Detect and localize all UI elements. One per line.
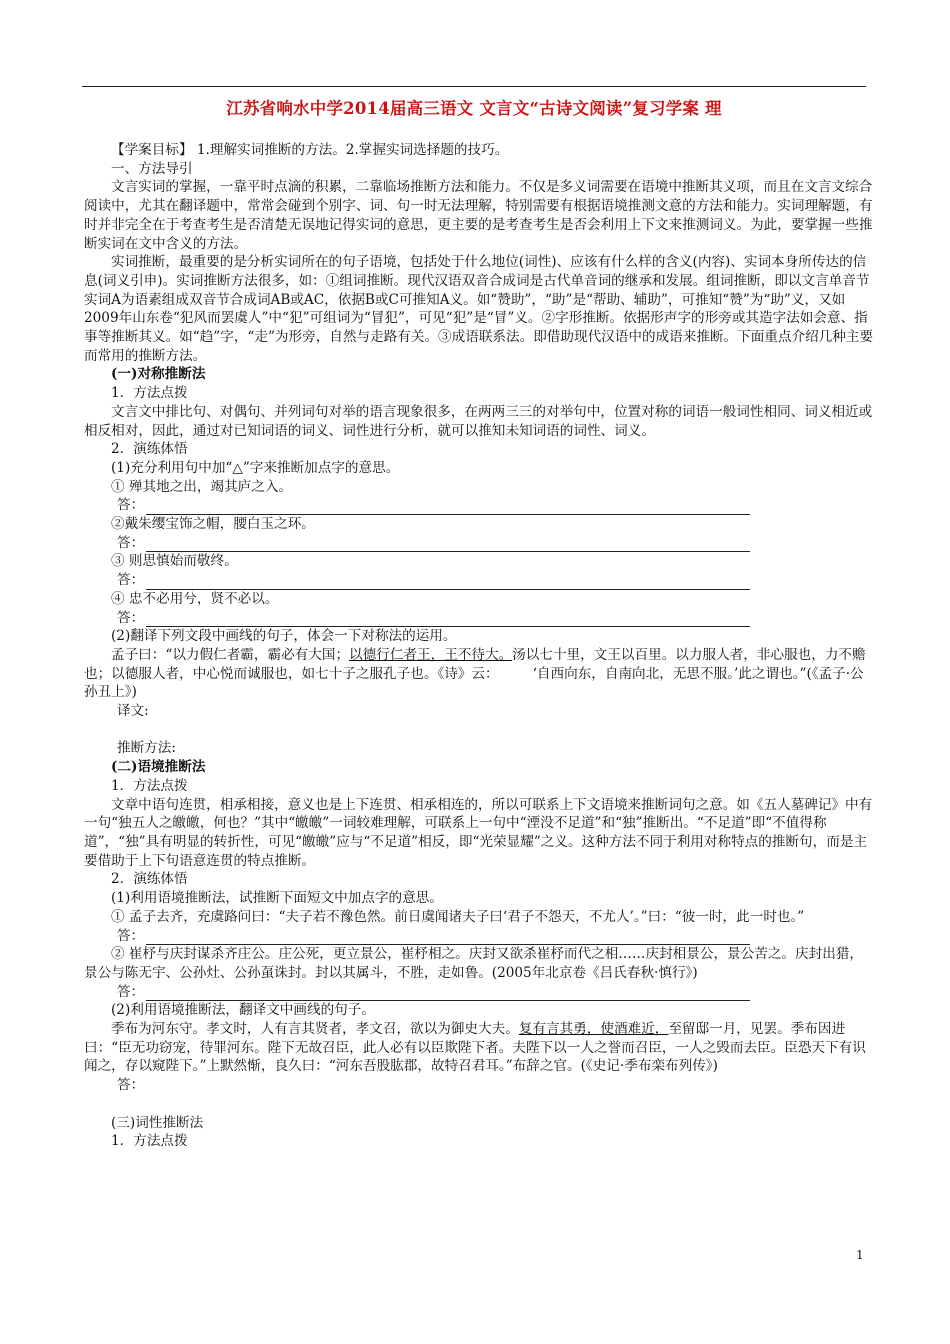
section-1-sub-1: 1．方法点拨	[111, 385, 188, 402]
section-2-heading: (二)语境推断法	[111, 759, 206, 776]
section-3-sub-1: 1．方法点拨	[111, 1133, 188, 1150]
section-1-heading: (一)对称推断法	[111, 366, 206, 383]
answer-line-2	[84, 534, 874, 553]
answer-label: 答：	[117, 609, 145, 626]
answer-blank[interactable]	[146, 537, 750, 552]
answer-line-5	[84, 927, 874, 946]
answer-line-1	[84, 496, 874, 515]
section-2-example-1: ① 孟子去齐，充虞路问曰：“夫子若不豫色然。前日虞闻诸夫子曰‘君子不怨天，不尤人’。”曰：“彼一时，此一时也。”	[111, 908, 805, 925]
goal-line	[84, 141, 874, 160]
page-title: 江苏省响水中学2014届高三语文 文言文“古诗文阅读”复习学案 理	[226, 99, 722, 118]
answer-line-4	[84, 609, 874, 628]
section-1-example-2: ②戴朱缨宝饰之帽，腰白玉之环。	[111, 516, 315, 533]
answer-blank[interactable]	[146, 986, 750, 1001]
answer-line-6	[84, 983, 874, 1002]
intro-paragraph-1: 文言实词的掌握，一靠平时点滴的积累，二靠临场推断方法和能力。不仅是多义词需要在语境中推断其义项，而且在文言文综合阅读中，尤其在翻译题中，常常会碰到个别字、词、句一时无法理解，特别需要有根据语境推测文意的方法和能力。实词理解题，有时并非完全在于考查考生是否清楚无误地记得实词的意思，更主要的是考查考生是否会利用上下文来推测词义。为此，要掌握一些推断实词在文中含义的方法。	[84, 179, 873, 252]
section-2-passage	[84, 1020, 874, 1076]
section-2-answer-label: 答：	[117, 1077, 145, 1094]
section-3-heading: (三)词性推断法	[111, 1114, 204, 1131]
section-1-example-1: ① 殚其地之出，竭其庐之入。	[111, 478, 293, 495]
intro-heading: 一、方法导引	[111, 160, 193, 177]
section-1-sub-2: 2．演练体悟	[111, 441, 188, 458]
passage-text: 季布为河东守。孝文时，人有言其贤者，孝文召，欲以为御史大夫。	[111, 1021, 519, 1038]
method-label: 推断方法:	[117, 740, 176, 757]
underlined-sentence: 以德行仁者王，王不待大。	[349, 646, 513, 663]
underlined-sentence: 复有言其勇，使酒难近，	[518, 1021, 669, 1038]
answer-label: 答：	[117, 983, 145, 1000]
goal-label: 【学案目标】	[111, 142, 193, 158]
goal-text: 1.理解实词推断的方法。2.掌握实词选择题的技巧。	[192, 142, 509, 158]
answer-line-3	[84, 571, 874, 590]
section-1-passage	[84, 646, 874, 702]
section-2-task-1: (1)利用语境推断法，试推断下面短文中加点字的意思。	[111, 890, 443, 907]
section-1-example-4: ④ 忠不必用兮，贤不必以。	[111, 590, 279, 607]
answer-label: 答：	[117, 927, 145, 944]
header-rule	[82, 86, 866, 87]
section-1-task-1: (1)充分利用句中加“△”字来推断加点字的意思。	[111, 459, 400, 476]
section-1-paragraph: 文言文中排比句、对偶句、并列词句对举的语言现象很多，在两两三三的对举句中，位置对称的词语一般词性相同、词义相近或相反相对，因此，通过对已知词语的词义、词性进行分析，就可以推知未知词语的词性、词义。	[84, 403, 873, 439]
answer-blank[interactable]	[146, 575, 750, 590]
section-1-task-2: (2)翻译下列文段中画线的句子，体会一下对称法的运用。	[111, 628, 457, 645]
page-number: 1	[856, 1248, 864, 1262]
intro-paragraph-2: 实词推断，最重要的是分析实词所在的句子语境，包括处于什么地位(词性)、应该有什么样的含义(内容)、实词本身所传达的信息(词义引申)。实词推断方法很多，如：①组词推断。现代汉语双音合成词是古代单音词的继承和发展。组词推断，即以文言单音节实词A为语素组成双音节合成词AB或AC，依据B或C可推知A义。如“赞助”，“助”是“帮助、辅助”，可推知“赞”为“助”义，又如2009年山东卷“犯风而罢虞人”中“犯”可组词为“冒犯”，可见“犯”是“冒”义。②字形推断。依据形声字的形旁或其造字法如会意、指事等推断其义。如“趋”字，“走”为形旁，自然与走路有关。③成语联系法。即借助现代汉语中的成语来推断。下面重点介绍几种主要而常用的推断方法。	[84, 254, 874, 364]
answer-blank[interactable]	[146, 500, 750, 515]
section-2-paragraph: 文章中语句连贯，相承相接，意义也是上下连贯、相承相连的，所以可联系上下文语境来推断词句之意。如《五人墓碑记》中有一句“独五人之皦皦，何也？”其中“皦皦”一词较难理解，可联系上一句中“湮没不足道”和“独”推断出。“不足道”即“不值得称道”，“独”具有明显的转折性，可见“皦皦”应与“不足道”相反，即“光荣显耀”之义。这种方法不同于利用对称特点的推断句，而是主要借助于上下句语意连贯的特点推断。	[84, 796, 873, 869]
passage-text: 至留邸一月，见罢。季布因进曰：“臣无功窃宠，待罪河东。陛下无故召臣，此人必有以臣欺陛下者。夫陛下以一人之誉而召臣，一人之毁而去臣。臣恐天下有识闻之，存以窥陛下。”上默然惭，良久曰：“河东吾股肱郡，故特召君耳。”布辞之官。(《史记·季布栾布列传》)	[84, 1021, 866, 1075]
answer-label: 答：	[117, 572, 145, 589]
answer-blank[interactable]	[146, 930, 750, 945]
document-body	[84, 141, 874, 1151]
section-1-example-3: ③ 则思慎始而敬终。	[111, 553, 238, 570]
passage-text: 孟子曰：“以力假仁者霸，霸必有大国；	[111, 646, 350, 663]
section-2-task-2: (2)利用语境推断法，翻译文中画线的句子。	[111, 1002, 375, 1019]
answer-label: 答：	[117, 497, 145, 514]
section-2-example-2: ② 崔杼与庆封谋杀齐庄公。庄公死，更立景公，崔杼相之。庆封又欲杀崔杼而代之相……庆封相景公，景公苦之。庆封出猎，景公与陈无宇、公孙灶、公孙虿诛封。封以其属斗，不胜，走如鲁。(2005年北京卷《吕氏春秋·慎行》)	[84, 946, 863, 981]
section-2-sub-2: 2．演练体悟	[111, 871, 188, 888]
answer-blank[interactable]	[146, 612, 750, 627]
passage-text: 汤以七十里，文王以百里。以力服人者，非心服也，力不赡也；以德服人者，中心悦而诚服也，如七十子之服孔子也。《诗》云： ‘自西向东，自南向北，无思不服。’此之谓也。”(《孟子·公孙丑上》)	[84, 646, 866, 701]
answer-label: 答：	[117, 534, 145, 551]
translation-label: 译文:	[117, 703, 149, 720]
section-2-sub-1: 1．方法点拨	[111, 777, 188, 794]
